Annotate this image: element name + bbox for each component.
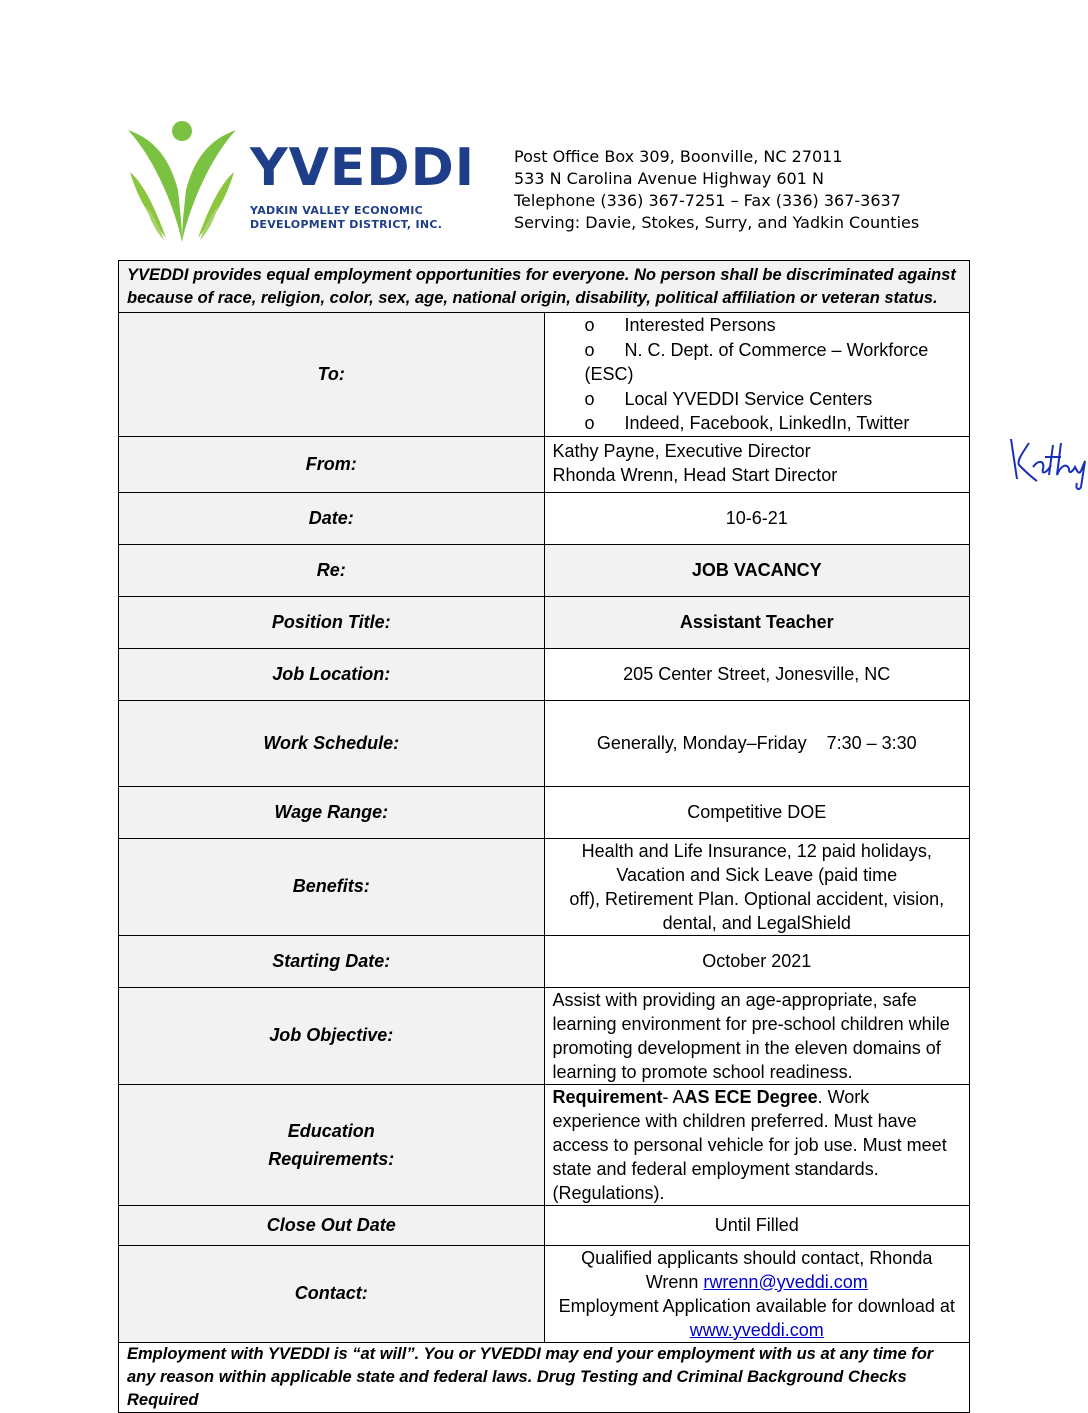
to-value	[544, 313, 970, 437]
address-line: Post Office Box 309, Boonville, NC 27011	[514, 146, 919, 168]
benefits-row	[119, 838, 970, 935]
date-row	[119, 492, 970, 544]
education-label-line: Education	[127, 1117, 536, 1145]
education-label-line: Requirements:	[127, 1145, 536, 1173]
job-location-row	[119, 648, 970, 700]
work-schedule-value: Generally, Monday–Friday 7:30 – 3:30	[544, 700, 970, 786]
logo-subtitle	[250, 204, 442, 232]
starting-date-label: Starting Date:	[119, 935, 545, 987]
job-objective-row	[119, 987, 970, 1084]
req-degree: AS ECE Degree	[685, 1087, 818, 1107]
contact-value	[544, 1245, 970, 1342]
starting-date-row	[119, 935, 970, 987]
req-rest: . Work experience with children preferred. Must have access to personal vehicle for job use. Must meet state and federal employment standards. (Regulations).	[553, 1087, 947, 1203]
benefits-value	[544, 838, 970, 935]
wage-range-value: Competitive DOE	[544, 786, 970, 838]
benefits-line: Health and Life Insurance, 12 paid holidays, Vacation and Sick Leave (paid time	[553, 839, 962, 887]
to-label: To:	[119, 313, 545, 437]
list-item: o Interested Persons	[585, 313, 962, 338]
work-schedule-row	[119, 700, 970, 786]
close-out-row	[119, 1205, 970, 1245]
from-label: From:	[119, 436, 545, 492]
starting-date-value: October 2021	[544, 935, 970, 987]
address-line: Telephone (336) 367-7251 – Fax (336) 367-3637	[514, 190, 919, 212]
re-row	[119, 544, 970, 596]
website-link[interactable]: www.yveddi.com	[690, 1320, 824, 1340]
from-line: Rhonda Wrenn, Head Start Director	[553, 463, 838, 487]
logo-subtitle-line: YADKIN VALLEY ECONOMIC	[250, 204, 442, 218]
to-row	[119, 313, 970, 437]
education-row	[119, 1084, 970, 1205]
job-objective-label: Job Objective:	[119, 987, 545, 1084]
close-out-value: Until Filled	[544, 1205, 970, 1245]
work-schedule-label: Work Schedule:	[119, 700, 545, 786]
date-label: Date:	[119, 492, 545, 544]
benefits-label: Benefits:	[119, 838, 545, 935]
application-text: Employment Application available for download at	[559, 1296, 955, 1316]
logo-wordmark: YVEDDI	[250, 142, 475, 194]
at-will-notice: Employment with YVEDDI is “at will”. You or YVEDDI may end your employment with us at any time for any reason within applicable state and federal laws. Drug Testing and Criminal Background Checks Required	[119, 1342, 970, 1412]
req-prefix: Requirement	[553, 1087, 663, 1107]
wage-range-label: Wage Range:	[119, 786, 545, 838]
address-line: 533 N Carolina Avenue Highway 601 N	[514, 168, 919, 190]
from-line: Kathy Payne, Executive Director	[553, 439, 838, 463]
req-mid: - A	[663, 1087, 685, 1107]
re-label: Re:	[119, 544, 545, 596]
list-item: o Indeed, Facebook, LinkedIn, Twitter	[585, 411, 962, 436]
email-link[interactable]: rwrenn@yveddi.com	[703, 1272, 867, 1292]
handwritten-signature	[1003, 431, 1088, 493]
position-title-row	[119, 596, 970, 648]
logo-subtitle-line: DEVELOPMENT DISTRICT, INC.	[250, 218, 442, 232]
job-location-value: 205 Center Street, Jonesville, NC	[544, 648, 970, 700]
recipient-list	[553, 313, 962, 436]
leaf-figure-icon	[126, 120, 250, 244]
position-title-label: Position Title:	[119, 596, 545, 648]
close-out-label: Close Out Date	[119, 1205, 545, 1245]
job-objective-value: Assist with providing an age-appropriate, safe learning environment for pre-school children while promoting development in the eleven domains of learning to promote school readiness.	[544, 987, 970, 1084]
job-location-label: Job Location:	[119, 648, 545, 700]
from-value	[544, 436, 970, 492]
wage-range-row	[119, 786, 970, 838]
contact-label: Contact:	[119, 1245, 545, 1342]
education-label	[119, 1084, 545, 1205]
list-item: o N. C. Dept. of Commerce – Workforce (ESC)	[585, 338, 962, 387]
benefits-line: off), Retirement Plan. Optional accident, vision, dental, and LegalShield	[553, 887, 962, 935]
address-block	[514, 146, 919, 234]
contact-row	[119, 1245, 970, 1342]
eeo-notice: YVEDDI provides equal employment opportunities for everyone. No person shall be discriminated against because of race, religion, color, sex, age, national origin, disability, political affiliation or veteran status.	[119, 261, 970, 313]
contact-text: Qualified applicants should contact, Rhonda Wrenn	[581, 1248, 932, 1292]
address-line: Serving: Davie, Stokes, Surry, and Yadkin Counties	[514, 212, 919, 234]
education-value	[544, 1084, 970, 1205]
date-value: 10-6-21	[544, 492, 970, 544]
position-title-value: Assistant Teacher	[544, 596, 970, 648]
list-item: o Local YVEDDI Service Centers	[585, 387, 962, 412]
re-value: JOB VACANCY	[544, 544, 970, 596]
from-row	[119, 436, 970, 492]
yveddi-logo	[126, 120, 456, 244]
job-vacancy-table	[118, 260, 970, 1413]
